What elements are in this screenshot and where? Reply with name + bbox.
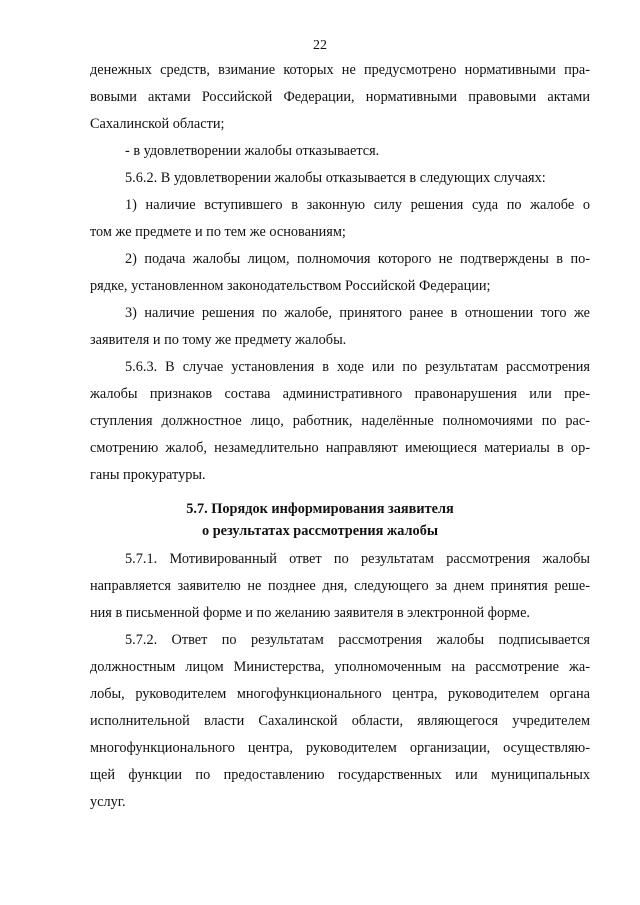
text-line: должностным лицом Министерства, уполномоченным на рассмотрение жа- bbox=[90, 659, 590, 675]
text-line: 3) наличие решения по жалобе, принятого ранее в отношении того же bbox=[125, 305, 590, 321]
text-line: том же предмете и по тем же основаниям; bbox=[90, 224, 346, 240]
text-line: 1) наличие вступившего в законную силу решения суда по жалобе о bbox=[125, 197, 590, 213]
text-line: 5.6.2. В удовлетворении жалобы отказывается в следующих случаях: bbox=[125, 170, 546, 186]
page-number: 22 bbox=[313, 38, 327, 53]
text-line: исполнительной власти Сахалинской области, являющегося учредителем bbox=[90, 713, 590, 729]
text-line: лобы, руководителем многофункционального центра, руководителем органа bbox=[90, 686, 590, 702]
section-heading: 5.7. Порядок информирования заявителя bbox=[186, 501, 454, 517]
text-line: ступления должностное лицо, работник, наделённые полномочиями по рас- bbox=[90, 413, 590, 429]
text-line: 5.7.2. Ответ по результатам рассмотрения жалобы подписывается bbox=[125, 632, 590, 648]
text-line: щей функции по предоставлению государственных или муниципальных bbox=[90, 767, 590, 783]
text-line: многофункционального центра, руководителем организации, осуществляю- bbox=[90, 740, 590, 756]
text-line: 5.6.3. В случае установления в ходе или по результатам рассмотрения bbox=[125, 359, 590, 375]
text-line: денежных средств, взимание которых не предусмотрено нормативными пра- bbox=[90, 62, 590, 78]
text-line: направляется заявителю не позднее дня, следующего за днем принятия реше- bbox=[90, 578, 590, 594]
text-line: жалобы признаков состава административного правонарушения или пре- bbox=[90, 386, 590, 402]
text-line: - в удовлетворении жалобы отказывается. bbox=[125, 143, 380, 159]
text-line: ганы прокуратуры. bbox=[90, 467, 206, 483]
text-line: услуг. bbox=[90, 794, 126, 810]
text-line: Сахалинской области; bbox=[90, 116, 225, 132]
text-line: ния в письменной форме и по желанию заявителя в электронной форме. bbox=[90, 605, 530, 621]
text-line: вовыми актами Российской Федерации, нормативными правовыми актами bbox=[90, 89, 590, 105]
section-heading: о результатах рассмотрения жалобы bbox=[201, 523, 439, 539]
text-line: рядке, установленном законодательством Российской Федерации; bbox=[90, 278, 491, 294]
text-line: 5.7.1. Мотивированный ответ по результатам рассмотрения жалобы bbox=[125, 551, 590, 567]
text-line: 2) подача жалобы лицом, полномочия которого не подтверждены в по- bbox=[125, 251, 590, 267]
text-line: смотрению жалоб, незамедлительно направляют имеющиеся материалы в ор- bbox=[90, 440, 590, 456]
text-line: заявителя и по тому же предмету жалобы. bbox=[90, 332, 347, 348]
